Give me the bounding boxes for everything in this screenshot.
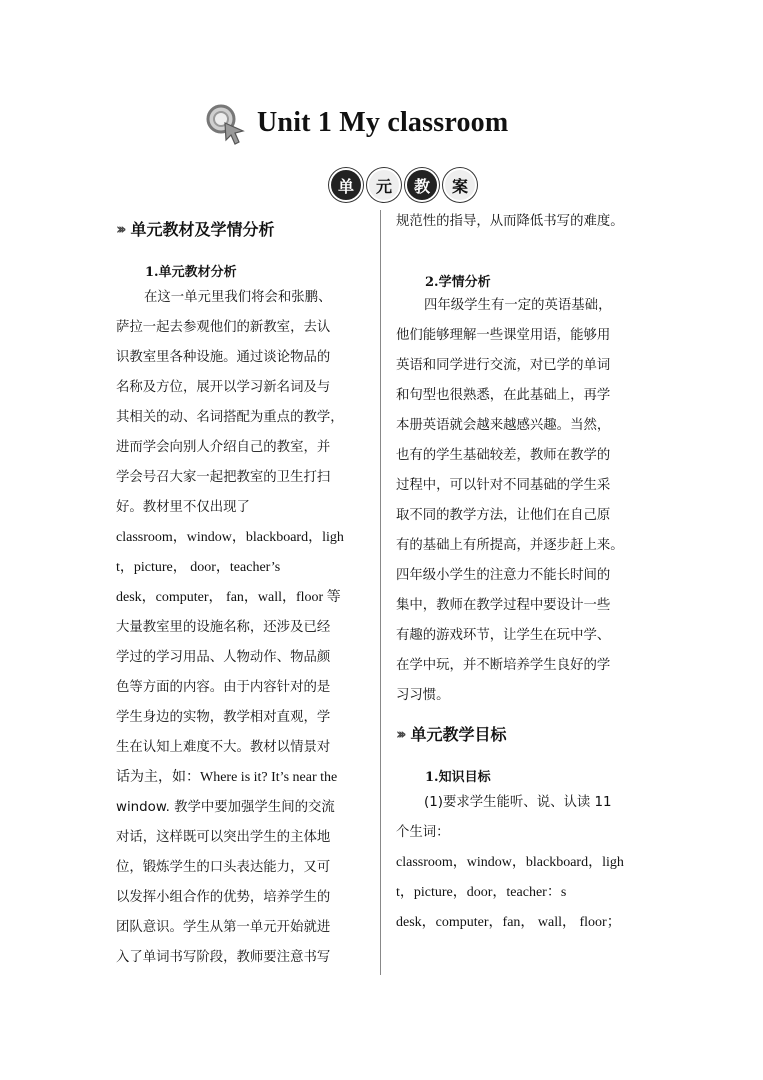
text-line: 过程中，可以针对不同基础的学生采: [396, 478, 611, 493]
text-line: 好。教材里不仅出现了: [116, 500, 250, 515]
text-line: 和句型也很熟悉，在此基础上，再学: [396, 388, 611, 403]
text-line: 生在认知上难度不大。教材以情景对: [116, 740, 331, 755]
sub-heading-material: 1.单元教材分析: [145, 265, 237, 280]
text-line: window. 教学中要加强学生间的交流: [116, 800, 335, 815]
text-line: 取不同的教学方法，让他们在自己原: [396, 508, 611, 523]
text-line: 识教室里各种设施。通过谈论物品的: [116, 350, 331, 365]
right-paragraph-1: [396, 291, 658, 711]
page-title: Unit 1 My classroom: [257, 107, 509, 138]
text-line: 规范性的指导，从而降低书写的难度。: [396, 214, 624, 229]
text-line: classroom，window，blackboard，ligh: [396, 855, 624, 870]
text-line: 也有的学生基础较差，教师在教学的: [396, 448, 611, 463]
text-line: 位，锻炼学生的口头表达能力，又可: [116, 860, 331, 875]
badge-char: 教: [405, 168, 439, 202]
text-line: 学生身边的实物，教学相对直观，学: [116, 710, 331, 725]
section-heading-goals: [396, 722, 507, 745]
text-line: 学会号召大家一起把教室的卫生打扫: [116, 470, 331, 485]
text-line: 本册英语就会越来越感兴趣。当然，: [396, 418, 611, 433]
column-divider: [380, 210, 381, 975]
text-line: 集中，教师在教学过程中要设计一些: [396, 598, 611, 613]
section-heading-text: 单元教学目标: [410, 725, 507, 744]
text-line: 团队意识。学生从第一单元开始就进: [116, 920, 331, 935]
text-line: (1)要求学生能听、说、认读 11: [424, 795, 612, 810]
double-chevron-icon: ›››: [396, 724, 403, 743]
sub-heading-knowledge: 1.知识目标: [425, 770, 491, 785]
text-line: classroom，window，blackboard，ligh: [116, 530, 344, 545]
text-line: desk，computer，fan， wall， floor；: [396, 915, 621, 930]
text-line: 个生词：: [396, 825, 450, 840]
badge-char: 案: [443, 168, 477, 202]
section-heading-text: 单元教材及学情分析: [130, 220, 275, 239]
text-line: 有的基础上有所提高，并逐步赶上来。: [396, 538, 624, 553]
magnifier-cursor-icon: [203, 101, 247, 145]
title-block: [203, 98, 508, 148]
text-line: 话为主，如：Where is it? It’s near the: [116, 770, 338, 785]
text-line: 他们能够理解一些课堂用语，能够用: [396, 328, 611, 343]
unit-plan-badges: [329, 168, 477, 202]
text-line: 大量教室里的设施名称，还涉及已经: [116, 620, 331, 635]
section-heading-analysis: [116, 217, 275, 240]
text-line: 入了单词书写阶段，教师要注意书写: [116, 950, 331, 965]
text-line: 有趣的游戏环节，让学生在玩中学、: [396, 628, 611, 643]
badge-char: 元: [367, 168, 401, 202]
text-line: 对话，这样既可以突出学生的主体地: [116, 830, 331, 845]
right-top-line: [396, 207, 658, 237]
text-line: 色等方面的内容。由于内容针对的是: [116, 680, 331, 695]
left-paragraph: [116, 283, 368, 973]
right-paragraph-2: [396, 788, 658, 938]
text-line: 名称及方位，展开以学习新名词及与: [116, 380, 331, 395]
text-line: 萨拉一起去参观他们的新教室，去认: [116, 320, 331, 335]
badge-char: 单: [329, 168, 363, 202]
text-line: 四年级小学生的注意力不能长时间的: [396, 568, 611, 583]
text-line: 进而学会向别人介绍自己的教室，并: [116, 440, 331, 455]
text-line: 四年级学生有一定的英语基础，: [424, 298, 612, 313]
text-line: 在学中玩，并不断培养学生良好的学: [396, 658, 611, 673]
text-line: 学过的学习用品、人物动作、物品颜: [116, 650, 331, 665]
sub-heading-students: 2.学情分析: [425, 275, 491, 290]
text-line: t，picture，door，teacher：s: [396, 885, 567, 900]
text-line: 以发挥小组合作的优势，培养学生的: [116, 890, 331, 905]
text-line: desk，computer， fan，wall，floor 等: [116, 590, 341, 605]
text-line: 习习惯。: [396, 688, 450, 703]
text-line: 在这一单元里我们将会和张鹏、: [144, 290, 332, 305]
text-line: 其相关的动、名词搭配为重点的教学，: [116, 410, 344, 425]
double-chevron-icon: ›››: [116, 219, 123, 238]
text-line: 英语和同学进行交流，对已学的单词: [396, 358, 611, 373]
text-line: t，picture， door，teacher’s: [116, 560, 281, 575]
